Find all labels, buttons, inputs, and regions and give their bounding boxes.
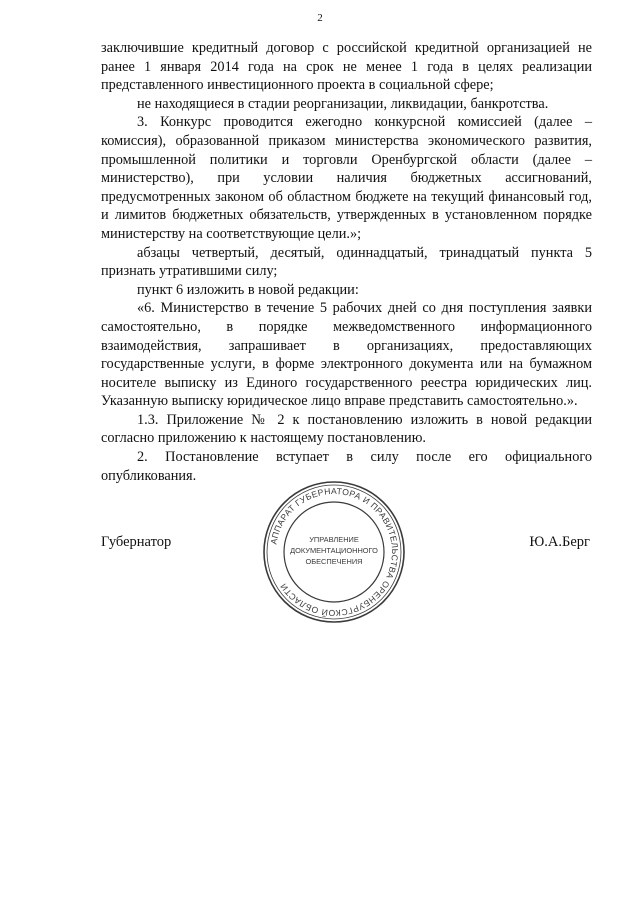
official-stamp <box>262 480 406 624</box>
paragraph-contest: 3. Конкурс проводится ежегодно конкурсной комиссией (далее – комиссия), образованной приказом министерства экономического развития, промышленной политики и торговли Оренбургской области (далее – министерство), при условии наличия бюджетных ассигнований, предусмотренных законом об областном бюджете на текущий финансовый год, и лимитов бюджетных обязательств, утвержденных в установленном порядке министерству на соответствующие цели.»; <box>101 114 592 242</box>
paragraph-credit-agreement: заключившие кредитный договор с российской кредитной организацией не ранее 1 января 2014 года на срок не менее 1 года в целях реализации представленного инвестиционного проекта в социальной сфере; <box>101 40 592 94</box>
stamp-line-2: ДОКУМЕНТАЦИОННОГО <box>290 546 378 555</box>
paragraph-effective: 2. Постановление вступает в силу после его официального опубликования. <box>101 449 592 484</box>
signature-name: Ю.А.Берг <box>529 534 590 550</box>
paragraph-not-reorganizing: не находящиеся в стадии реорганизации, ликвидации, банкротства. <box>137 95 549 112</box>
stamp-line-1: УПРАВЛЕНИЕ <box>309 535 359 544</box>
paragraph-clause-6-intro: пункт 6 изложить в новой редакции: <box>137 281 359 298</box>
page-number: 2 <box>317 12 323 24</box>
stamp-outer-text: АППАРАТ ГУБЕРНАТОРА И ПРАВИТЕЛЬСТВА ОРЕНБУРГСКОЙ ОБЛАСТИ <box>268 485 401 619</box>
stamp-seal-graphic <box>262 480 406 624</box>
paragraph-appendix: 1.3. Приложение № 2 к постановлению изложить в новой редакции согласно приложению к настоящему постановлению. <box>101 411 592 447</box>
paragraph-clause-6: «6. Министерство в течение 5 рабочих дней со дня поступления заявки самостоятельно, в порядке межведомственного информационного взаимодействия, запрашивает в организациях, предоставляющих государственные услуги, в форме электронного документа или на бумажном носителе выписку из Единого государственного реестра юридических лиц. Указанную выписку юридическое лицо вправе представить самостоятельно.». <box>101 300 592 410</box>
signature-position: Губернатор <box>101 534 172 550</box>
paragraph-abolished-clauses: абзацы четвертый, десятый, одиннадцатый, тринадцатый пункта 5 признать утратившими силу; <box>101 244 592 280</box>
stamp-line-3: ОБЕСПЕЧЕНИЯ <box>305 557 363 566</box>
document-body <box>101 39 592 485</box>
